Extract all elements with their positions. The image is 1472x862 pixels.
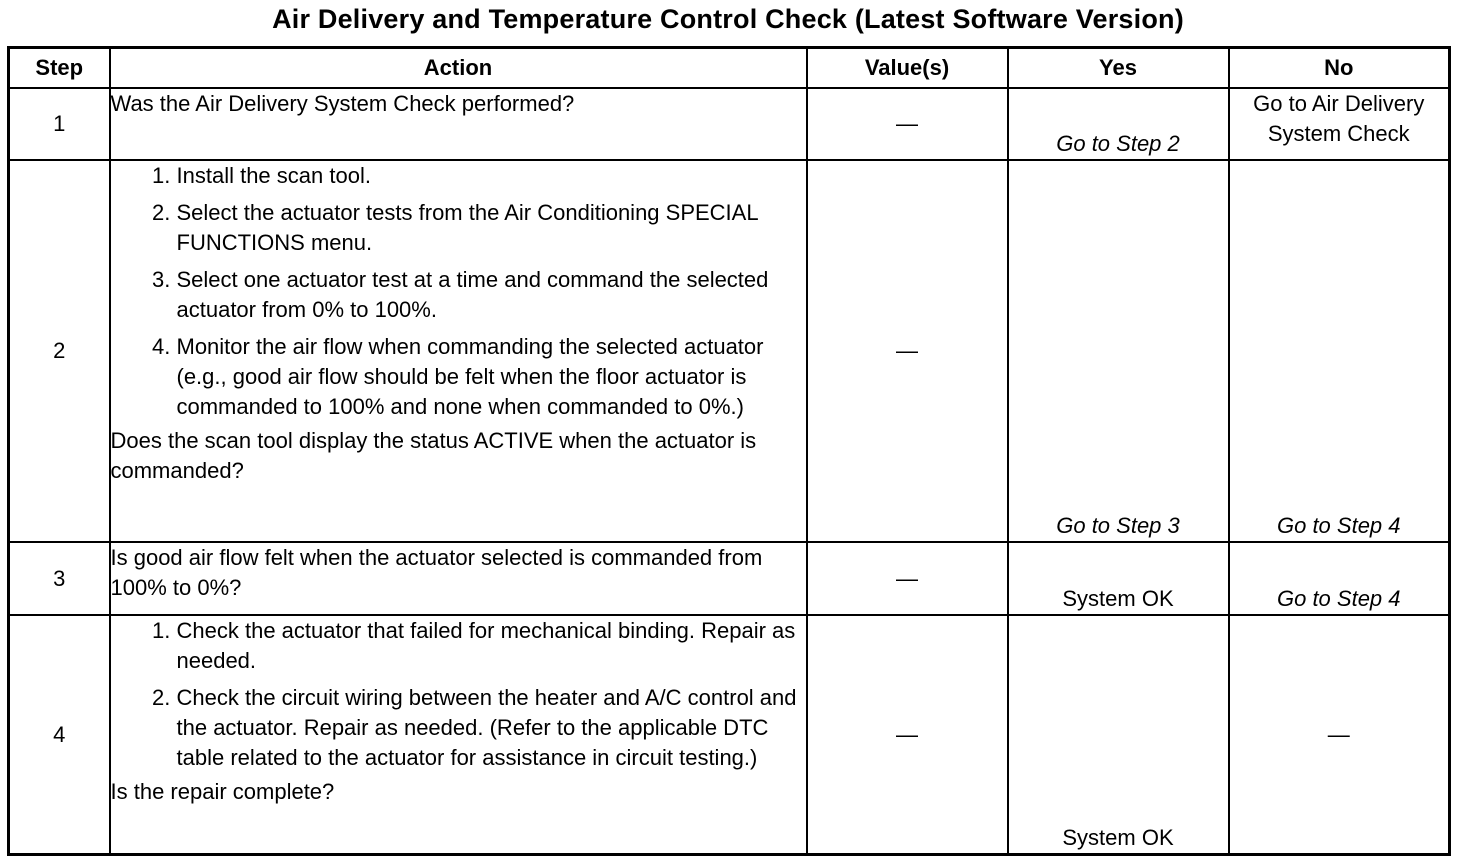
header-action: Action xyxy=(110,48,807,89)
list-item: 2. Check the circuit wiring between the heater and A/C control and the actuator. Repair as needed. (Refer to the applicable DTC table related to the actuator for assistance in circuit testing.) xyxy=(177,683,806,773)
table-row-step-4 xyxy=(9,615,1450,855)
yes-result: Go to Step 2 xyxy=(1008,88,1229,160)
step-number: 4 xyxy=(9,615,110,855)
no-result: Go to Step 4 xyxy=(1229,160,1450,542)
action-text xyxy=(110,615,807,855)
header-values: Value(s) xyxy=(807,48,1008,89)
action-text xyxy=(110,160,807,542)
action-question: Is the repair complete? xyxy=(110,779,335,804)
value-cell: — xyxy=(807,615,1008,855)
yes-result: System OK xyxy=(1008,615,1229,855)
header-row xyxy=(9,48,1450,89)
list-item: 1. Check the actuator that failed for mechanical binding. Repair as needed. xyxy=(177,616,806,676)
yes-result: System OK xyxy=(1008,542,1229,615)
list-item: 2. Select the actuator tests from the Air Conditioning SPECIAL FUNCTIONS menu. xyxy=(177,198,806,258)
list-item: 3. Select one actuator test at a time and command the selected actuator from 0% to 100%. xyxy=(177,265,806,325)
no-result: Go to Step 4 xyxy=(1229,542,1450,615)
value-cell: — xyxy=(807,542,1008,615)
diagnostic-table xyxy=(7,46,1451,856)
header-no: No xyxy=(1229,48,1450,89)
table-row-step-1 xyxy=(9,88,1450,160)
action-text xyxy=(110,542,807,615)
table-row-step-2 xyxy=(9,160,1450,542)
value-cell: — xyxy=(807,88,1008,160)
no-result: — xyxy=(1229,615,1450,855)
list-item: 4. Monitor the air flow when commanding the selected actuator (e.g., good air flow should be felt when the floor actuator is commanded to 100% and none when commanded to 0%.) xyxy=(177,332,806,422)
action-question: Does the scan tool display the status ACTIVE when the actuator is commanded? xyxy=(110,428,757,483)
no-result: Go to Air Delivery System Check xyxy=(1229,88,1450,160)
page-title: Air Delivery and Temperature Control Check (Latest Software Version) xyxy=(272,4,1184,34)
list-item: 1. Install the scan tool. xyxy=(177,161,806,191)
step-number: 1 xyxy=(9,88,110,160)
step-number: 3 xyxy=(9,542,110,615)
header-step: Step xyxy=(9,48,110,89)
step-number: 2 xyxy=(9,160,110,542)
action-steps-list xyxy=(111,161,806,422)
value-cell: — xyxy=(807,160,1008,542)
action-question: Is good air flow felt when the actuator selected is commanded from 100% to 0%? xyxy=(110,545,763,600)
table-row-step-3 xyxy=(9,542,1450,615)
action-question: Was the Air Delivery System Check performed? xyxy=(110,91,575,116)
action-steps-list xyxy=(111,616,806,773)
yes-result: Go to Step 3 xyxy=(1008,160,1229,542)
header-yes: Yes xyxy=(1008,48,1229,89)
action-text xyxy=(110,88,807,160)
